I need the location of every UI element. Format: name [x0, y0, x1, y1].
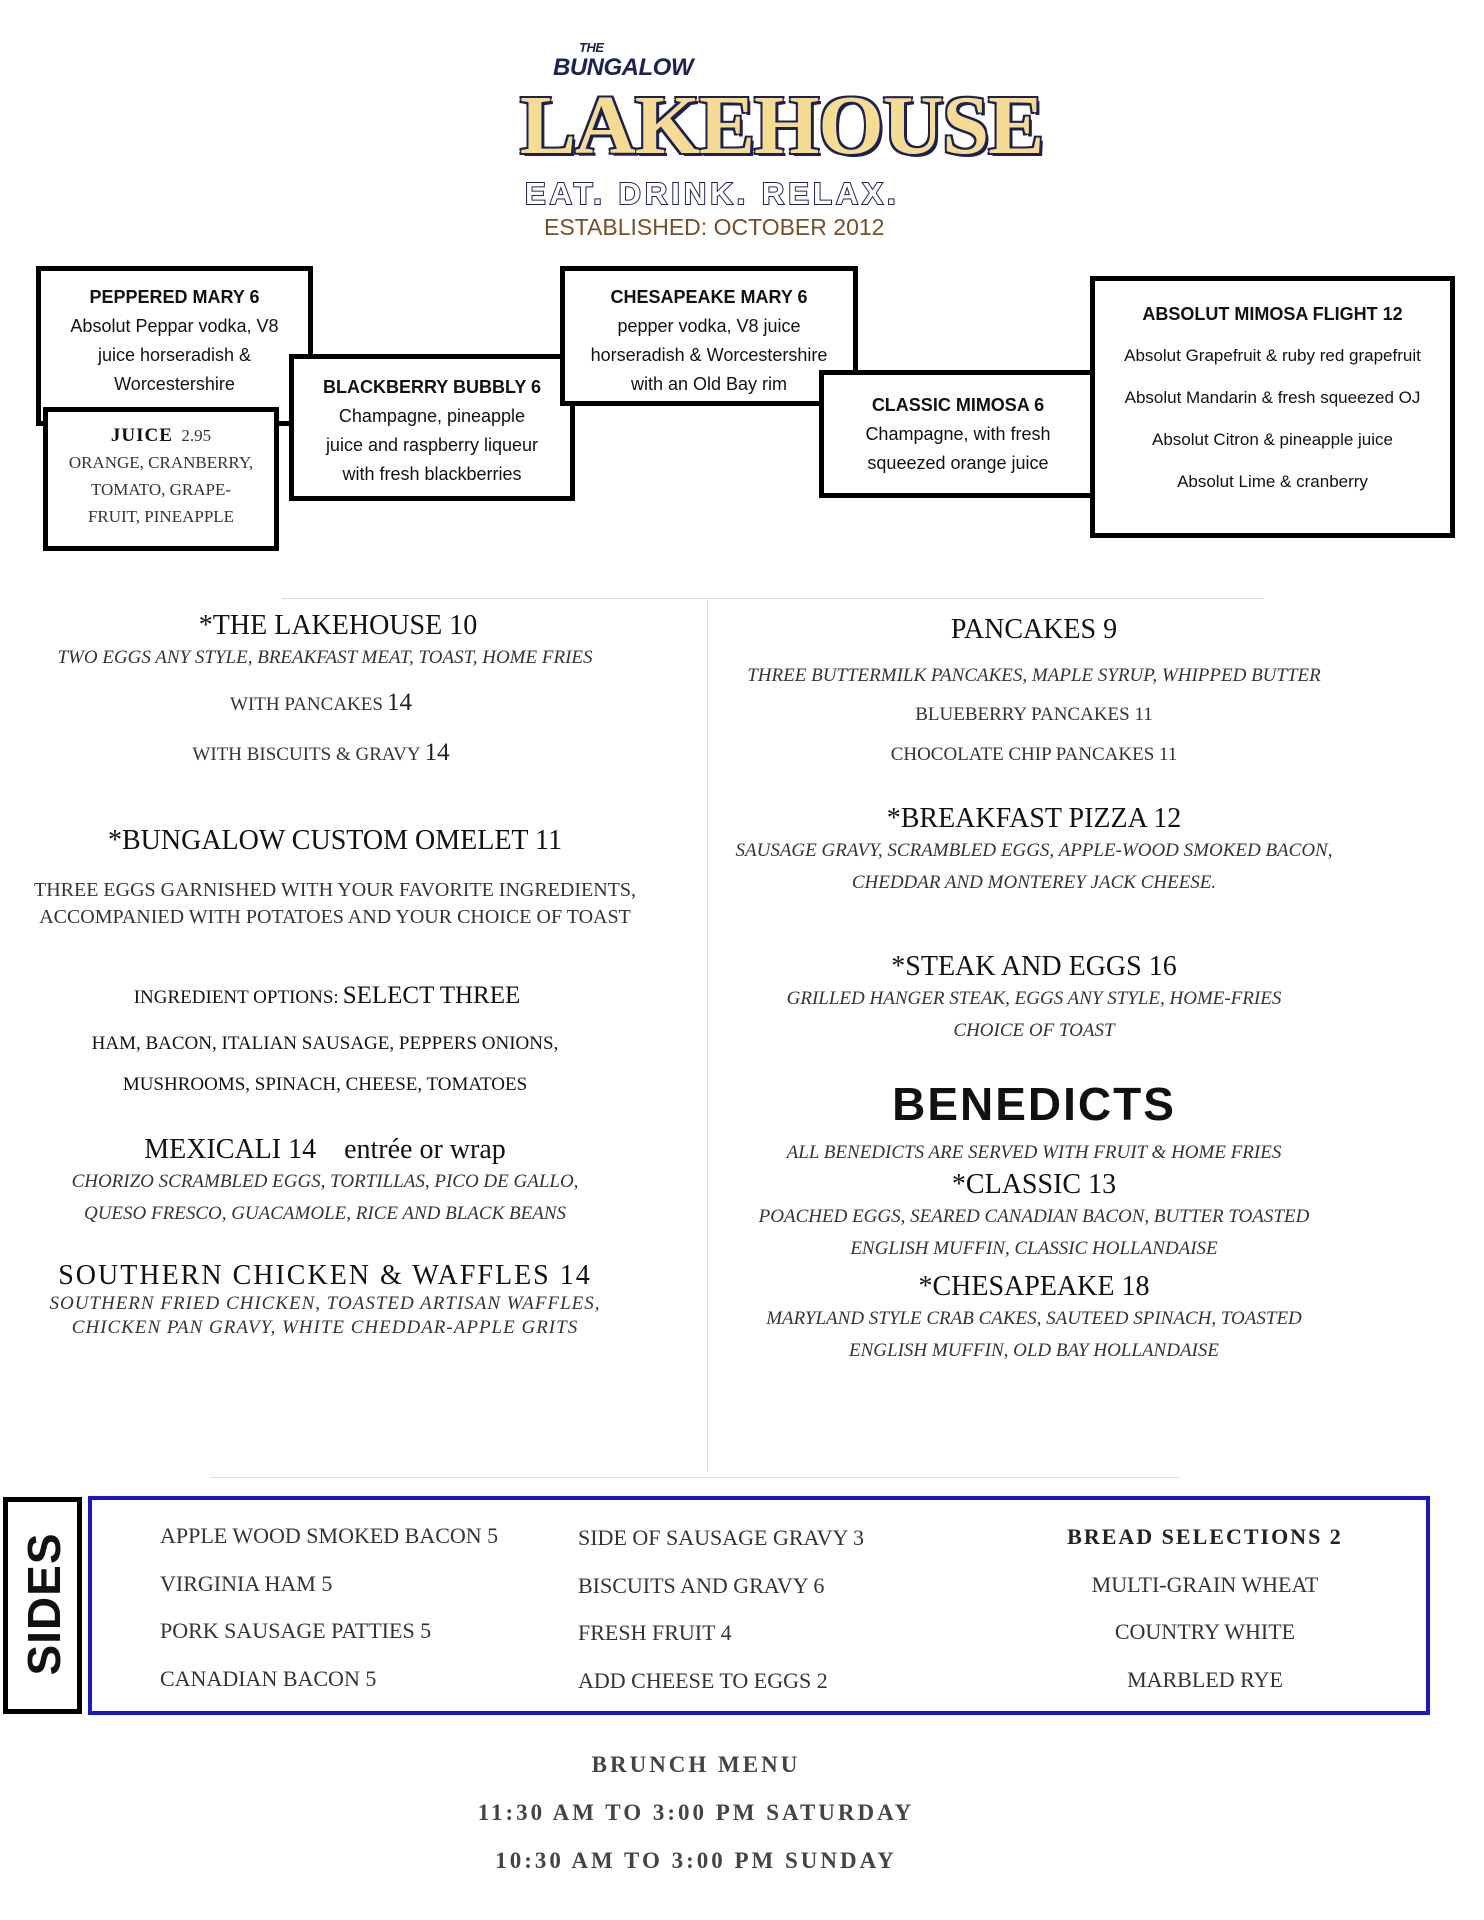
item-desc: THREE BUTTERMILK PANCAKES, MAPLE SYRUP, WHIPPED BUTTER: [747, 665, 1321, 686]
item-desc: SOUTHERN FRIED CHICKEN, TOASTED ARTISAN WAFFLES,: [49, 1293, 601, 1314]
drink-desc-line: Absolut Peppar vodka, V8: [70, 316, 279, 336]
bread-item: MARBLED RYE: [1127, 1666, 1283, 1692]
benedicts-note: ALL BENEDICTS ARE SERVED WITH FRUIT & HOME FRIES: [786, 1142, 1282, 1163]
drink-title: JUICE: [110, 425, 173, 446]
drink-title: PEPPERED MARY 6: [89, 287, 260, 307]
benedicts-heading: BENEDICTS: [892, 1078, 1176, 1130]
drink-desc-line: horseradish & Worcestershire: [590, 345, 828, 365]
drink-desc-line: Champagne, with fresh: [865, 424, 1051, 444]
side-item: SIDE OF SAUSAGE GRAVY 3: [578, 1525, 865, 1550]
footer-hours-sunday: 10:30 AM TO 3:00 PM SUNDAY: [495, 1848, 897, 1873]
drink-price: 2.95: [181, 426, 212, 445]
bottom-divider: [210, 1477, 1180, 1478]
drink-desc-line: FRUIT, PINEAPPLE: [87, 507, 235, 526]
bread-item: MULTI-GRAIN WHEAT: [1091, 1571, 1319, 1597]
tagline: EAT. DRINK. RELAX.: [525, 176, 900, 211]
right-column: [708, 614, 1398, 1367]
drink-desc-line: pepper vodka, V8 juice: [617, 316, 801, 336]
drink-peppered-mary: [36, 266, 313, 426]
option-price: 14: [424, 739, 450, 766]
left-column: [0, 610, 706, 1340]
ingredient-select: SELECT THREE: [342, 982, 521, 1009]
item-desc: ACCOMPANIED WITH POTATOES AND YOUR CHOICE OF TOAST: [39, 906, 631, 928]
item-option: [0, 689, 706, 717]
drink-desc-line: with an Old Bay rim: [630, 374, 788, 394]
sides-label: SIDES: [18, 1532, 70, 1676]
side-item: CANADIAN BACON 5: [160, 1665, 377, 1691]
bread-item: COUNTRY WHITE: [1114, 1619, 1296, 1644]
item-title-breakfast-pizza: *BREAKFAST PIZZA 12: [886, 803, 1182, 834]
item-desc: TWO EGGS ANY STYLE, BREAKFAST MEAT, TOAST, HOME FRIES: [57, 647, 593, 668]
item-desc: SAUSAGE GRAVY, SCRAMBLED EGGS, APPLE-WOOD SMOKED BACON,: [735, 840, 1333, 861]
item-title-chesapeake: *CHESAPEAKE 18: [918, 1271, 1150, 1302]
ingredient-list: HAM, BACON, ITALIAN SAUSAGE, PEPPERS ONIONS,: [91, 1033, 559, 1054]
side-item: PORK SAUSAGE PATTIES 5: [160, 1618, 432, 1643]
drink-desc-line: juice and raspberry liqueur: [325, 435, 539, 455]
footer-hours-saturday: 11:30 AM TO 3:00 PM SATURDAY: [477, 1800, 915, 1825]
option-label: WITH PANCAKES: [230, 694, 383, 715]
side-item: VIRGINIA HAM 5: [160, 1570, 333, 1596]
side-item: APPLE WOOD SMOKED BACON 5: [160, 1523, 499, 1548]
mexicali-sub: entrée or wrap: [344, 1134, 506, 1165]
drink-chesapeake-mary: [560, 266, 858, 406]
item-desc: CHORIZO SCRAMBLED EGGS, TORTILLAS, PICO DE GALLO,: [71, 1171, 579, 1192]
drink-desc-line: Absolut Lime & cranberry: [1177, 472, 1368, 491]
side-item: ADD CHEESE TO EGGS 2: [578, 1667, 828, 1693]
item-desc: MARYLAND STYLE CRAB CAKES, SAUTEED SPINACH, TOASTED: [766, 1308, 1302, 1329]
drink-desc-line: Absolut Citron & pineapple juice: [1152, 430, 1393, 449]
drink-desc-line: ORANGE, CRANBERRY,: [68, 453, 254, 472]
logo-bungalow: THE BUNGALOW: [553, 40, 693, 81]
ingredient-label: INGREDIENT OPTIONS:: [133, 987, 339, 1008]
item-desc: CHEDDAR AND MONTEREY JACK CHEESE.: [851, 872, 1217, 893]
item-title-lakehouse: *THE LAKEHOUSE 10: [198, 610, 478, 641]
side-item: BISCUITS AND GRAVY 6: [578, 1572, 825, 1598]
item-desc: THREE EGGS GARNISHED WITH YOUR FAVORITE INGREDIENTS,: [33, 879, 636, 901]
item-option: CHOCOLATE CHIP PANCAKES 11: [890, 744, 1178, 765]
option-label: WITH BISCUITS & GRAVY: [192, 744, 421, 765]
drink-title: ABSOLUT MIMOSA FLIGHT 12: [1142, 304, 1403, 324]
mexicali-title: MEXICALI 14: [144, 1134, 317, 1165]
top-divider: [282, 598, 1264, 599]
option-price: 14: [386, 689, 412, 716]
ingredient-options: [0, 982, 706, 1010]
item-title-steak-eggs: *STEAK AND EGGS 16: [891, 951, 1177, 982]
drink-blackberry-bubbly: [289, 354, 575, 501]
item-title-pancakes: PANCAKES 9: [950, 614, 1118, 645]
drink-desc-line: Champagne, pineapple: [338, 406, 526, 426]
drink-title: CLASSIC MIMOSA 6: [871, 395, 1045, 415]
drink-desc-line: squeezed orange juice: [867, 453, 1049, 473]
drink-desc-line: with fresh blackberries: [342, 464, 522, 484]
item-desc: POACHED EGGS, SEARED CANADIAN BACON, BUTTER TOASTED: [758, 1206, 1310, 1227]
item-title-classic: *CLASSIC 13: [951, 1169, 1117, 1200]
item-desc: CHOICE OF TOAST: [953, 1020, 1115, 1041]
item-option: [0, 739, 706, 767]
drink-desc-line: TOMATO, GRAPE-: [90, 480, 232, 499]
sides-column-1: [160, 1512, 498, 1702]
side-item: FRESH FRUIT 4: [578, 1620, 732, 1645]
ingredient-list: MUSHROOMS, SPINACH, CHEESE, TOMATOES: [122, 1074, 528, 1095]
drink-juice: [43, 407, 279, 551]
drink-desc-line: juice horseradish &: [97, 345, 252, 365]
bread-heading: BREAD SELECTIONS 2: [1067, 1524, 1343, 1549]
juice-title-row: [48, 422, 274, 449]
drink-desc-line: Worcestershire: [114, 374, 235, 394]
item-desc: GRILLED HANGER STEAK, EGGS ANY STYLE, HOME-FRIES: [786, 988, 1282, 1009]
drink-title: CHESAPEAKE MARY 6: [610, 287, 808, 307]
drink-desc-line: Absolut Mandarin & fresh squeezed OJ: [1124, 388, 1421, 407]
established-date: ESTABLISHED: OCTOBER 2012: [544, 214, 885, 240]
drink-classic-mimosa: [819, 370, 1097, 498]
sides-column-2: [578, 1514, 864, 1704]
footer-title: BRUNCH MENU: [591, 1752, 801, 1777]
drink-desc-line: Absolut Grapefruit & ruby red grapefruit: [1124, 346, 1421, 365]
item-option: BLUEBERRY PANCAKES 11: [915, 704, 1153, 725]
item-title-omelet: *BUNGALOW CUSTOM OMELET 11: [108, 825, 562, 856]
drink-mimosa-flight: [1090, 276, 1455, 538]
item-desc: ENGLISH MUFFIN, OLD BAY HOLLANDAISE: [849, 1340, 1219, 1361]
item-desc: CHICKEN PAN GRAVY, WHITE CHEDDAR-APPLE GRITS: [71, 1317, 579, 1338]
sides-bread: [1010, 1513, 1400, 1703]
item-desc: QUESO FRESCO, GUACAMOLE, RICE AND BLACK BEANS: [83, 1203, 566, 1224]
drink-title: BLACKBERRY BUBBLY 6: [322, 377, 542, 397]
item-title-chicken-waffles: SOUTHERN CHICKEN & WAFFLES 14: [58, 1260, 592, 1291]
item-desc: ENGLISH MUFFIN, CLASSIC HOLLANDAISE: [850, 1238, 1218, 1259]
logo-lakehouse: LAKEHOUSE: [520, 79, 1044, 172]
item-title-mexicali: [0, 1134, 706, 1166]
